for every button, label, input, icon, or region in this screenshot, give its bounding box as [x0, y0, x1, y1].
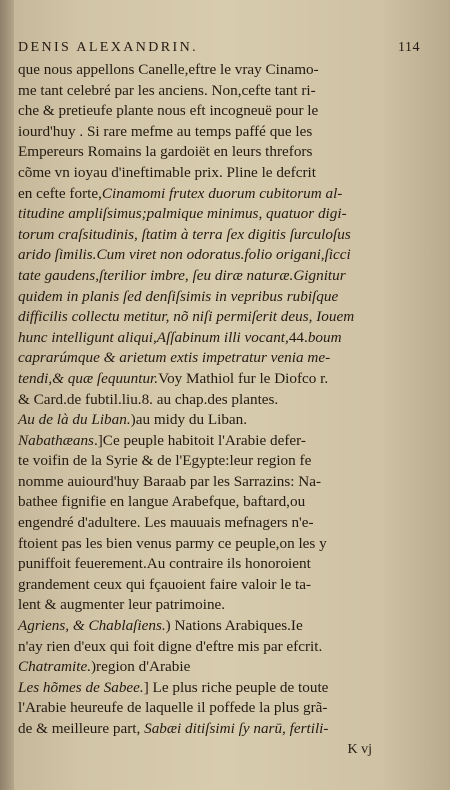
text-line: [18, 122, 420, 143]
italic-segment: difficilis collectu metitur, nõ niſi permiſerit deus, Iouem: [18, 308, 355, 326]
italic-segment: Cinamomi frutex duorum cubitorum al-: [101, 184, 343, 202]
text-line: [18, 637, 420, 658]
signature-mark: K vj: [347, 741, 372, 757]
text-line: [18, 307, 420, 328]
text-segment: que nous appellons Canelle,eftre le vray Cinamo-: [18, 61, 319, 78]
text-segment: )region d'Arabie: [91, 658, 191, 676]
page-header: [18, 40, 420, 56]
italic-segment: caprarúmque & arietum extis impetratur venia me-: [18, 349, 331, 367]
page-number: 114: [398, 40, 420, 55]
text-line: [18, 101, 420, 122]
text-segment: iourd'huy . Si rare mefme au temps paffé que les: [18, 122, 313, 140]
text-line: [18, 245, 420, 266]
italic-segment: quidem in planis ſed denſiſsimis in vepribus rubiſque: [18, 287, 339, 305]
text-segment: ) Nations Arabiques.Ie: [165, 617, 303, 635]
text-segment: ftoient pas les bien venus parmy ce peuple,on les y: [18, 534, 327, 552]
text-line: [18, 348, 420, 369]
text-line: [18, 142, 420, 163]
text-line: [18, 266, 420, 287]
italic-segment: boum: [307, 328, 342, 346]
text-segment: de & meilleure part,: [18, 720, 145, 737]
text-line: [18, 60, 420, 81]
text-segment: lent & augmenter leur patrimoine.: [18, 596, 226, 614]
text-line: [18, 575, 420, 596]
text-line: [18, 81, 420, 102]
text-line: [18, 513, 420, 534]
text-segment: Voy Mathiol fur le Diofco r.: [158, 369, 329, 387]
text-line: [18, 451, 420, 472]
text-segment: )au midy du Liban.: [130, 411, 248, 429]
text-line: [18, 492, 420, 513]
text-line: [18, 554, 420, 575]
text-body: [18, 60, 420, 740]
text-segment: che & pretieufe plante nous eft incogneuë pour le: [18, 102, 319, 120]
text-segment: & Card.de fubtil.liu.8. au chap.des plantes.: [18, 390, 279, 408]
italic-segment: Agriens, & Chablaſiens.: [18, 617, 166, 635]
italic-segment: Nabathæans: [18, 431, 94, 449]
text-line: [18, 410, 420, 431]
text-segment: grandement ceux qui fçauoient faire valoir le ta-: [18, 575, 312, 593]
text-line: [18, 657, 420, 678]
italic-segment: Chatramite.: [18, 658, 91, 676]
text-line: [18, 534, 420, 555]
page-gutter-shadow: [0, 0, 14, 790]
text-line: [18, 595, 420, 616]
text-line: [18, 184, 420, 205]
italic-segment: titudine ampliſsimus;palmique minimus, quatuor digi-: [18, 205, 347, 223]
text-line: [18, 163, 420, 184]
running-head: DENIS ALEXANDRIN.: [18, 40, 199, 55]
italic-segment: hunc intelligunt aliqui,Aſſabinum illi vocant,: [18, 328, 289, 346]
text-line: [18, 678, 420, 699]
text-line: [18, 390, 420, 411]
text-segment: bathee fignifie en langue Arabefque, baftard,ou: [18, 493, 306, 511]
text-segment: cõme vn ioyau d'ineftimable prix. Pline le defcrit: [18, 163, 316, 181]
text-segment: me tant celebré par les anciens. Non,cefte tant ri-: [18, 81, 316, 99]
text-line: [18, 698, 420, 719]
text-segment: l'Arabie heureufe de laquelle il poffede la plus grã-: [18, 699, 328, 717]
text-line: [18, 369, 420, 390]
text-segment: Empereurs Romains la gardoiët en leurs threfors: [18, 143, 313, 161]
text-segment: n'ay rien d'eux qui foit digne d'eftre mis par efcrit.: [18, 637, 323, 655]
text-line: [18, 472, 420, 493]
text-segment: en cefte forte,: [18, 184, 102, 202]
text-line: [18, 204, 420, 225]
text-segment: .]Ce peuple habitoit l'Arabie defer-: [93, 431, 306, 449]
text-line: [18, 225, 420, 246]
text-line: [18, 328, 420, 349]
text-line: [18, 719, 420, 740]
italic-segment: tate gaudens,ſterilior imbre, ſeu diræ naturæ.Gignitur: [18, 266, 346, 284]
italic-segment: arido ſimilis.Cum viret non odoratus.folio origani,ſicci: [18, 246, 351, 264]
italic-segment: torum craſsitudinis, ſtatim à terra ſex digitis ſurculoſus: [18, 225, 351, 243]
italic-segment: Au de là du Liban.: [18, 411, 131, 429]
text-line: [18, 287, 420, 308]
text-segment: puniffoit feuerement.Au contraire ils honoroient: [18, 555, 311, 573]
italic-segment: Les hõmes de Sabee.: [18, 678, 144, 696]
text-line: [18, 616, 420, 637]
text-segment: nomme auiourd'huy Baraab par les Sarrazins: Na-: [18, 472, 322, 490]
text-line: [18, 431, 420, 452]
text-segment: te voifin de la Syrie & de l'Egypte:leur region fe: [18, 452, 312, 470]
text-segment: engendré d'adultere. Les mauuais mefnagers n'e-: [18, 514, 314, 532]
italic-segment: tendi,& quæ ſequuntur.: [18, 369, 159, 387]
italic-segment: Sabæi ditiſsimi ſy narū, fertili-: [144, 720, 329, 737]
text-segment: 44.: [288, 328, 308, 346]
text-segment: ] Le plus riche peuple de toute: [143, 678, 329, 696]
